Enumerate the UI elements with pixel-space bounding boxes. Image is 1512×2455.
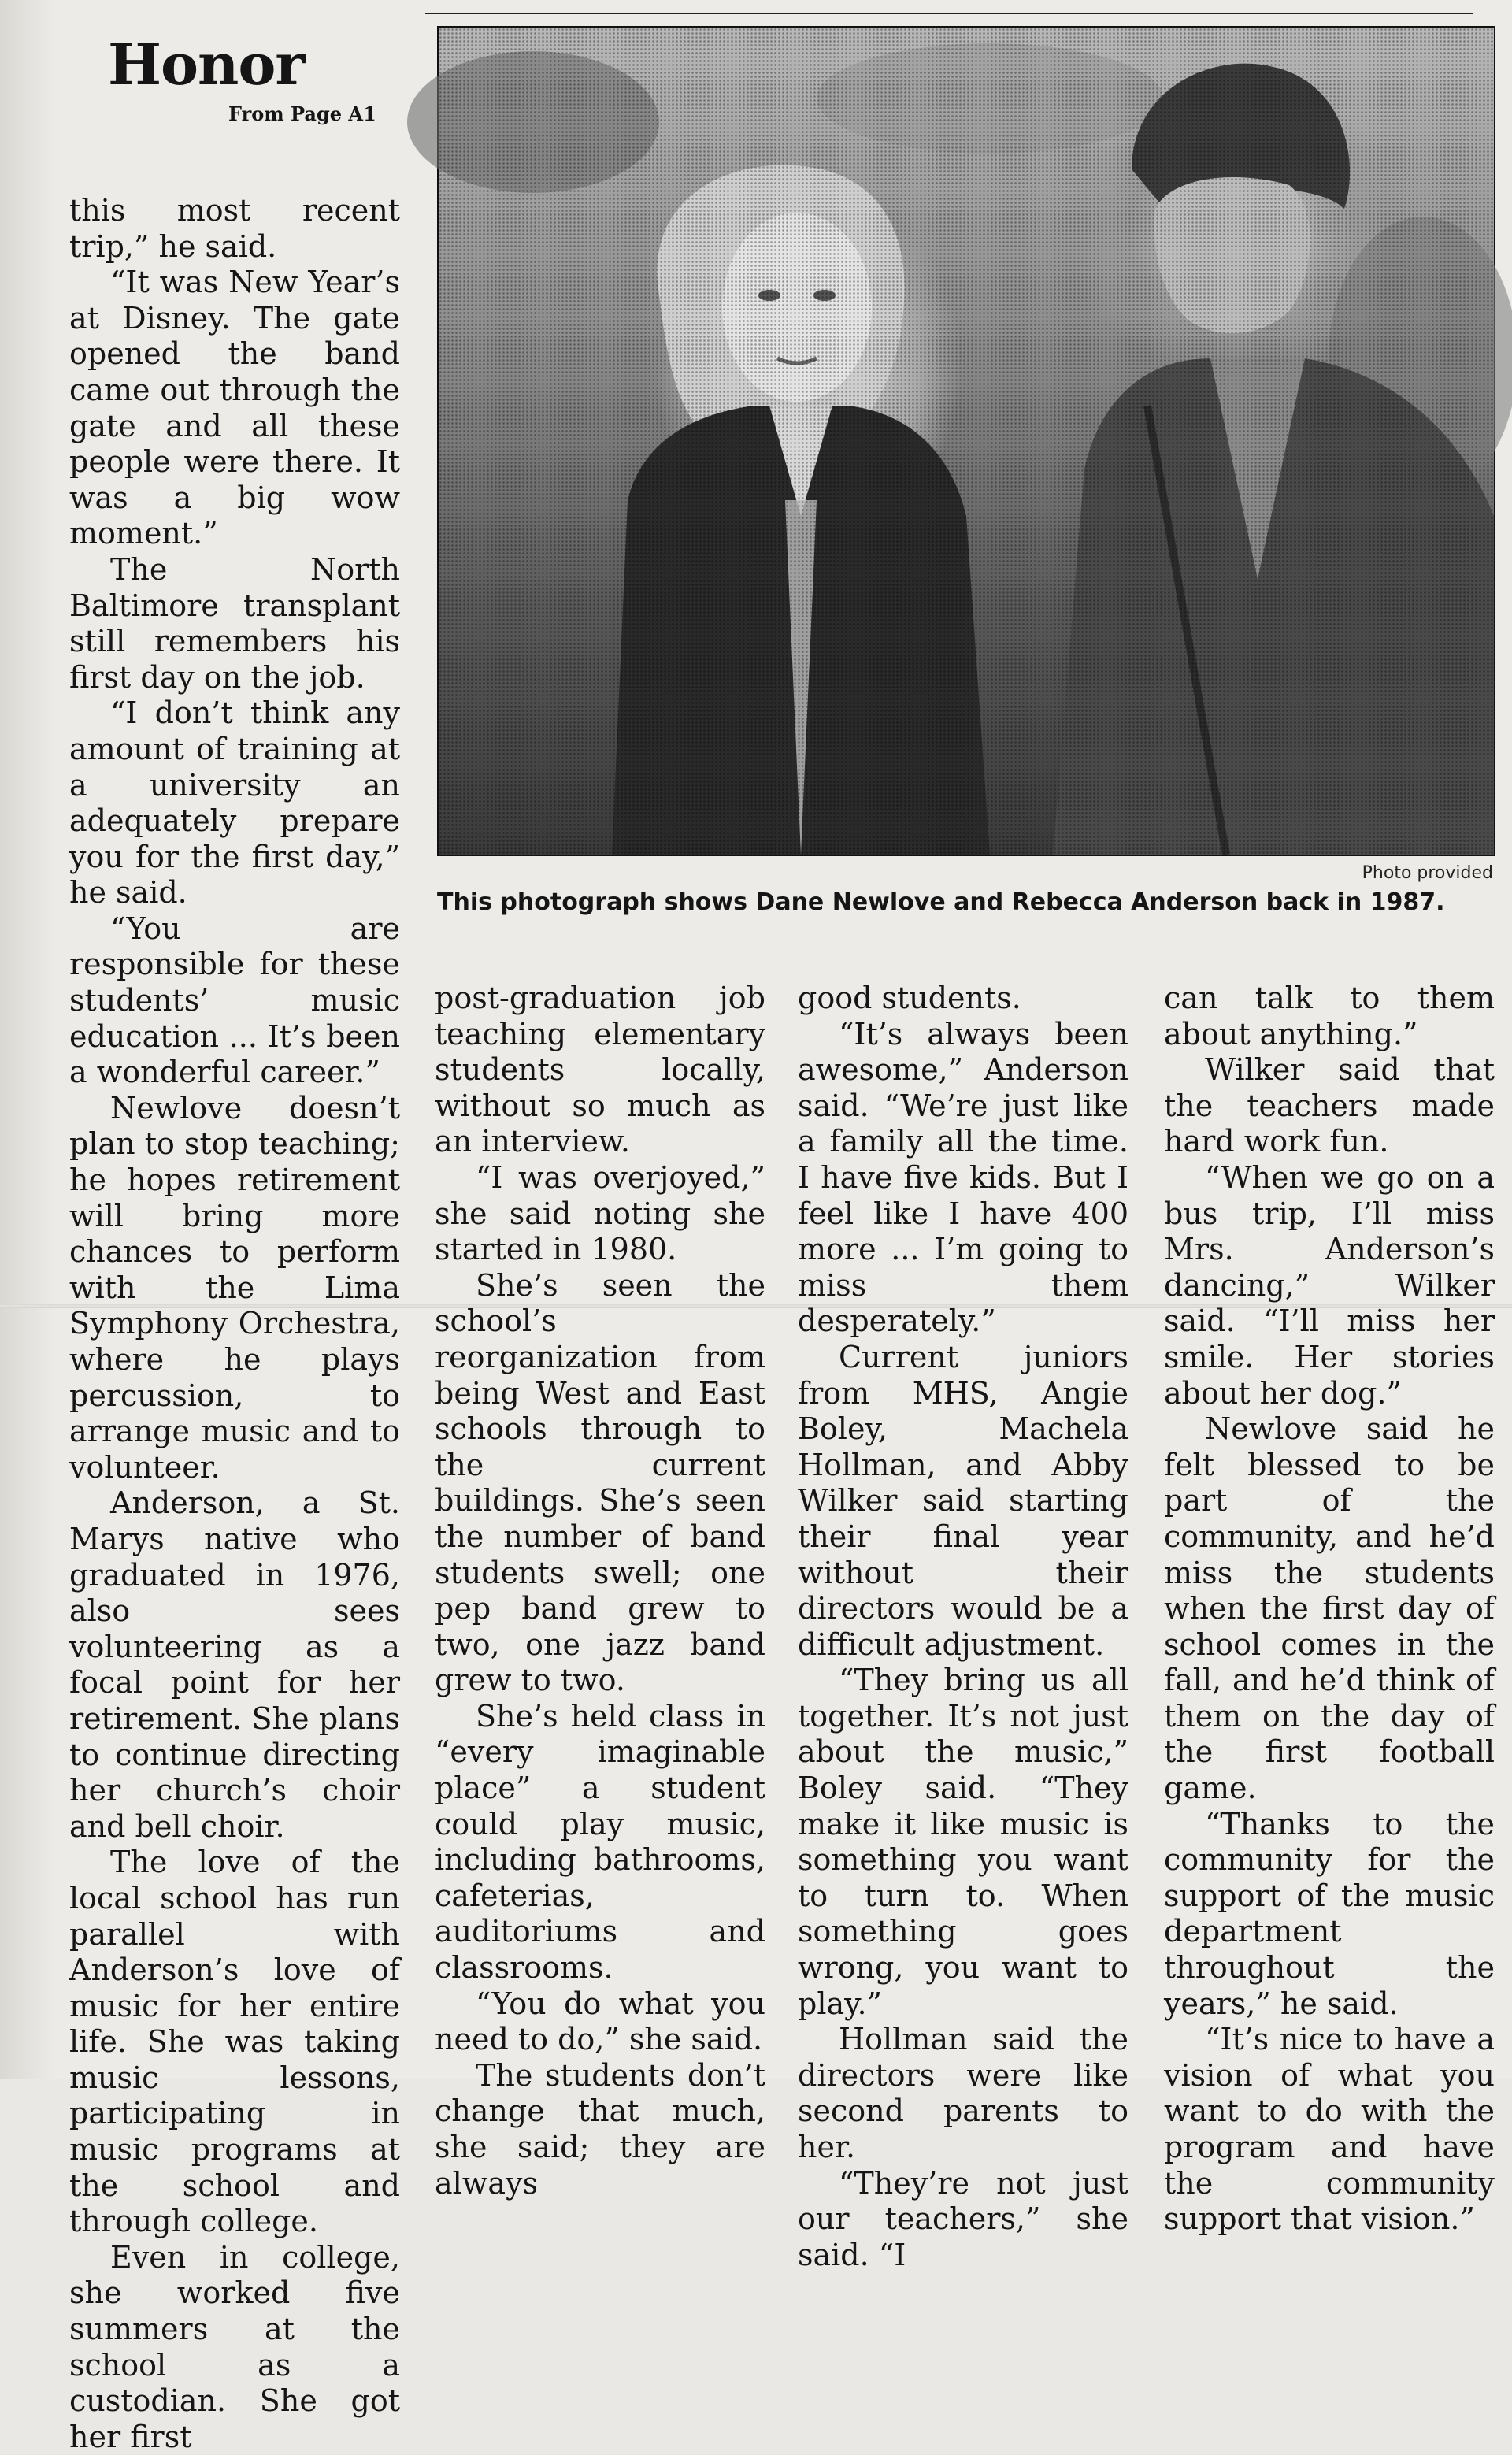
- paragraph: “It’s always been awesome,” Anderson said. “We’re just like a family all the time. I have five kids. But I feel like I have 400 more ... I’m going to miss them desperately.”: [798, 1016, 1128, 1339]
- photo-credit: Photo provided: [1362, 863, 1493, 883]
- jump-line: From Page A1: [228, 102, 376, 125]
- text-column-1: [69, 193, 400, 2455]
- article-photo: [437, 26, 1495, 856]
- paragraph: post-graduation job teaching elementary students locally, without so much as an interview.: [435, 981, 765, 1159]
- paragraph: She’s held class in “every imaginable place” a student could play music, including bathrooms, cafeterias, auditoriums and classrooms.: [435, 1698, 765, 1986]
- paragraph: She’s seen the school’s reorganization from being West and East schools through to the current buildings. She’s seen the number of band students swell; one pep band grew to two, one jazz band grew to two.: [435, 1267, 765, 1698]
- paragraph: Anderson, a St. Marys native who graduated in 1976, also sees volunteering as a focal point for her retirement. She plans to continue directing her church’s choir and bell choir.: [69, 1485, 400, 1844]
- paragraph: “You do what you need to do,” she said.: [435, 1986, 765, 2057]
- paragraph: Newlove doesn’t plan to stop teaching; he hopes retirement will bring more chances to perform with the Lima Symphony Orchestra, where he plays percussion, to arrange music and to volunteer.: [69, 1090, 400, 1485]
- paragraph: Newlove said he felt blessed to be part of the community, and he’d miss the students when the first day of school comes in the fall, and he’d think of them on the day of the first football game.: [1164, 1411, 1495, 1806]
- paragraph: “I don’t think any amount of training at a university an adequately prepare you for the first day,” he said.: [69, 695, 400, 910]
- paragraph: “It’s nice to have a vision of what you want to do with the program and have the community support that vision.”: [1164, 2022, 1495, 2237]
- paragraph: “I was overjoyed,” she said noting she started in 1980.: [435, 1159, 765, 1267]
- paragraph: “They’re not just our teachers,” she said. “I: [798, 2165, 1128, 2272]
- paragraph: “They bring us all together. It’s not just about the music,” Boley said. “They make it like music is something you want to turn to. When something goes wrong, you want to play.”: [798, 1663, 1128, 2021]
- text-column-3: [798, 981, 1128, 2273]
- paragraph: The love of the local school has run parallel with Anderson’s love of music for her entire life. She was taking music lessons, participating in music programs at the school and through college.: [69, 1845, 400, 2239]
- paragraph: this most recent trip,” he said.: [69, 193, 400, 264]
- paragraph: Hollman said the directors were like second parents to her.: [798, 2022, 1128, 2164]
- paragraph: “When we go on a bus trip, I’ll miss Mrs. Anderson’s dancing,” Wilker said. “I’ll miss her smile. Her stories about her dog.”: [1164, 1159, 1495, 1411]
- paragraph: The students don’t change that much, she said; they are always: [435, 2057, 765, 2201]
- paragraph: good students.: [798, 981, 1021, 1015]
- text-column-4: [1164, 981, 1495, 2238]
- headline: Honor: [108, 31, 305, 98]
- paragraph: Current juniors from MHS, Angie Boley, Machela Hollman, and Abby Wilker said starting their final year without their directors would be a difficult adjustment.: [798, 1339, 1128, 1662]
- paragraph: The North Baltimore transplant still remembers his first day on the job.: [69, 551, 400, 695]
- paragraph: can talk to them about anything.”: [1164, 981, 1495, 1051]
- paragraph: “Thanks to the community for the support of the music department throughout the years,” he said.: [1164, 1806, 1495, 2021]
- text-column-2: [435, 981, 765, 2201]
- paragraph: “It was New Year’s at Disney. The gate opened the band came out through the gate and all these people were there. It was a big wow moment.”: [69, 265, 400, 551]
- top-rule: [425, 13, 1473, 14]
- photo-caption: This photograph shows Dane Newlove and Rebecca Anderson back in 1987.: [437, 888, 1445, 916]
- halftone-texture: [439, 28, 1494, 855]
- paragraph: “You are responsible for these students’ music education ... It’s been a wonderful career.”: [69, 910, 400, 1090]
- paragraph: Wilker said that the teachers made hard work fun.: [1164, 1052, 1495, 1159]
- paragraph: Even in college, she worked five summers at the school as a custodian. She got her first: [69, 2239, 400, 2454]
